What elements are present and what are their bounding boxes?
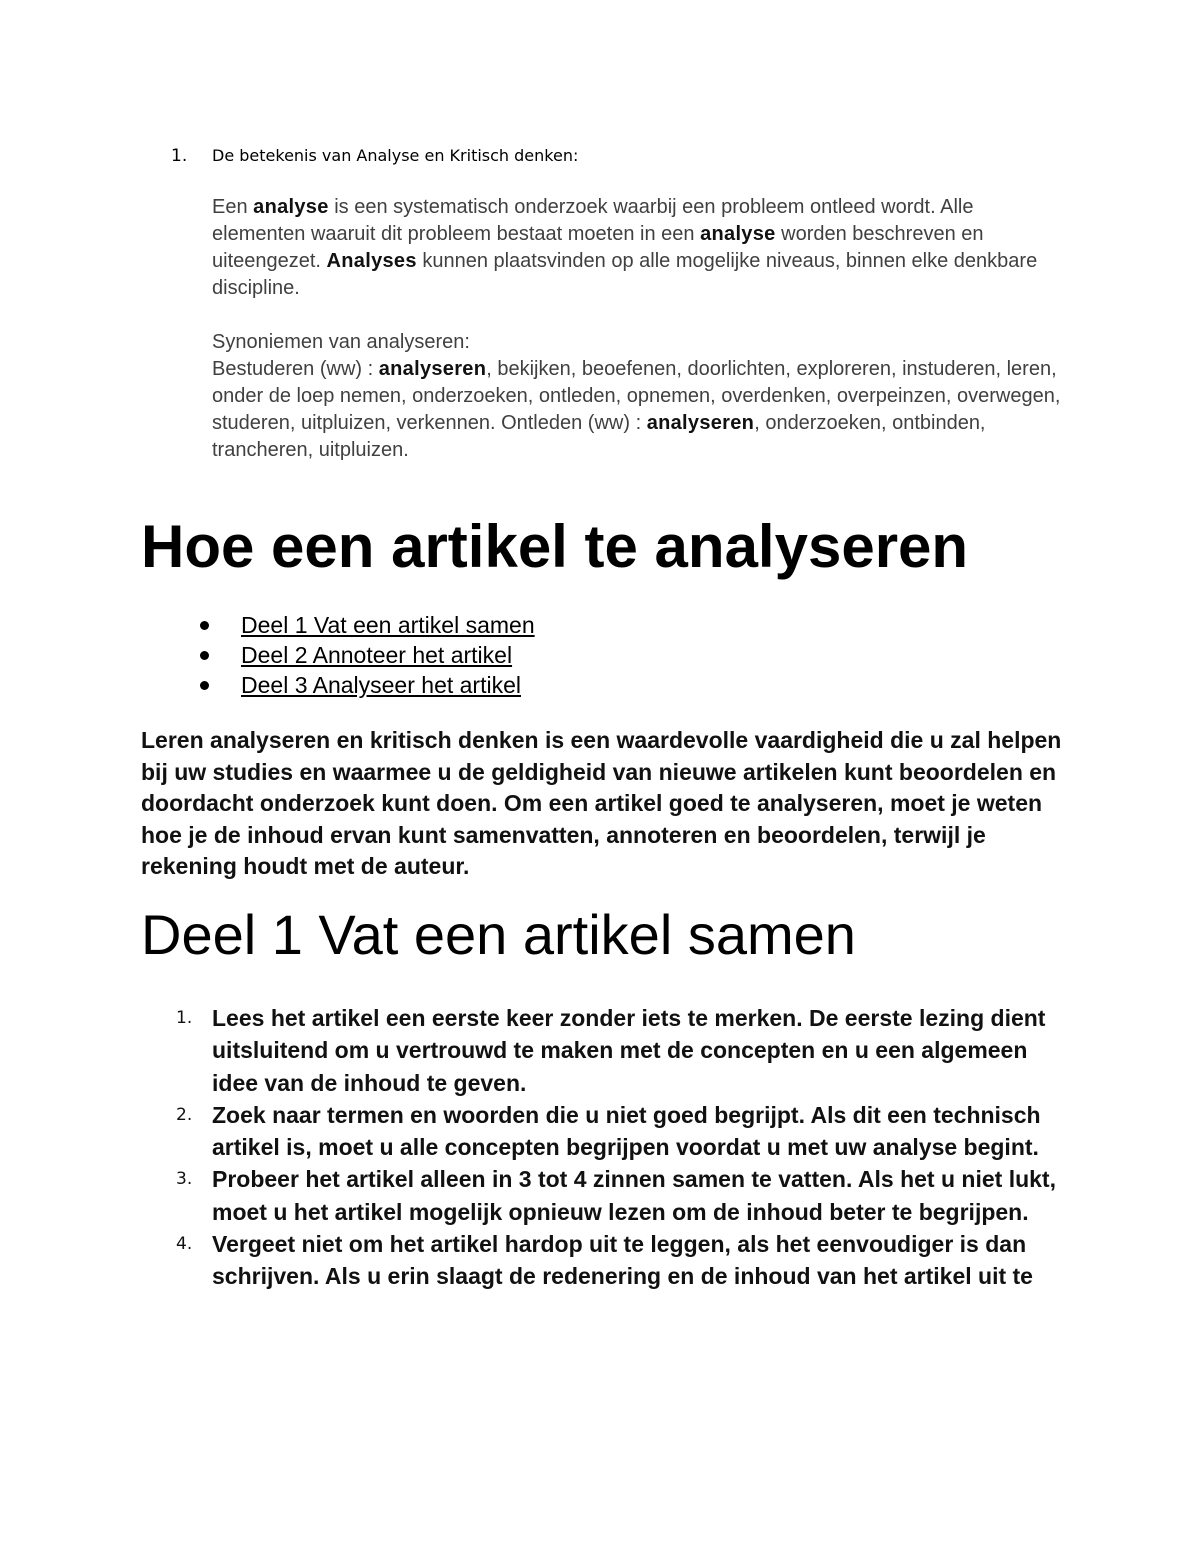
step-item [171, 1099, 1071, 1164]
intro-number: 1. [171, 146, 188, 166]
section-title: Deel 1 Vat een artikel samen [141, 903, 856, 966]
step-number: 2. [176, 1104, 193, 1125]
step-text: Lees het artikel een eerste keer zonder iets te merken. De eerste lezing dient uitsluitend om u vertrouwd te maken met de concepten en u een algemeen idee van de inhoud te geven. [212, 1005, 1046, 1096]
bullet-icon [200, 621, 209, 630]
definition-text: worden beschreven en uiteengezet. [212, 223, 984, 272]
toc-link-deel-2[interactable]: Deel 2 Annoteer het artikel [241, 642, 513, 668]
bullet-icon [200, 681, 209, 690]
step-text: Probeer het artikel alleen in 3 tot 4 zinnen samen te vatten. Als het u niet lukt, moet u het artikel mogelijk opnieuw lezen om de inhoud beter te begrijpen. [212, 1166, 1056, 1225]
definition-text: Een [212, 196, 254, 218]
step-number: 1. [176, 1008, 193, 1028]
bullet-icon [200, 651, 209, 660]
lead-paragraph: Leren analyseren en kritisch denken is een waardevolle vaardigheid die u zal helpen bij uw studies en waarmee u de geldigheid van nieuwe artikelen kunt beoordelen en doordacht onderzoek kunt doen. Om een artikel goed te analyseren, moet je weten hoe je de inhoud ervan kunt samenvatten, annoteren en beoordelen, terwijl je rekening houdt met de auteur. [141, 727, 1062, 879]
definition-text: is een systematisch onderzoek waarbij een probleem ontleed wordt. Alle elementen waaruit dit probleem bestaat moeten in een [212, 196, 974, 245]
synonyms-bold-term: analyseren [378, 358, 487, 380]
intro-heading: De betekenis van Analyse en Kritisch denken: [212, 146, 579, 165]
step-text: Zoek naar termen en woorden die u niet goed begrijpt. Als dit een technisch artikel is, moet u alle concepten begrijpen voordat u met uw analyse begint. [212, 1101, 1041, 1161]
step-item [171, 1163, 1071, 1228]
main-title: Hoe een artikel te analyseren [141, 513, 969, 580]
toc-link-deel-3[interactable]: Deel 3 Analyseer het artikel [241, 672, 521, 698]
definition-text: kunnen plaatsvinden op alle mogelijke niveaus, binnen elke denkbare discipline. [212, 250, 1038, 299]
step-item [171, 1228, 1071, 1293]
synonyms-bold-term: analyseren [646, 412, 755, 434]
definition-bold-term: analyse [253, 196, 329, 218]
step-number: 3. [176, 1169, 193, 1190]
synonyms-paragraph [212, 356, 1062, 464]
definition-paragraph [212, 194, 1062, 302]
step-number: 4. [176, 1234, 193, 1255]
definition-bold-term: analyse [700, 223, 776, 245]
synonyms-text: , bekijken, beoefenen, doorlichten, exploreren, instuderen, leren, onder de loep nemen, onderzoeken, ontleden, opnemen, overdenken, overpeinzen, overwegen, studeren, uitpluizen, verkennen. Ontleden (ww) : [212, 358, 1061, 434]
intro-body [212, 194, 1062, 464]
synonyms-text: , onderzoeken, ontbinden, trancheren, uitpluizen. [212, 412, 986, 461]
step-text: Vergeet niet om het artikel hardop uit te leggen, als het eenvoudiger is dan schrijven. Als u erin slaagt de redenering en de inhoud van het artikel uit te [212, 1231, 1033, 1290]
toc-link-deel-1[interactable]: Deel 1 Vat een artikel samen [241, 612, 535, 638]
definition-bold-term: Analyses [326, 250, 417, 272]
step-item [171, 1002, 1071, 1099]
synonyms-text: Bestuderen (ww) : [212, 358, 379, 380]
steps-list [171, 1002, 1071, 1293]
synonyms-block [212, 329, 1062, 464]
synonyms-title: Synoniemen van analyseren: [212, 331, 470, 353]
